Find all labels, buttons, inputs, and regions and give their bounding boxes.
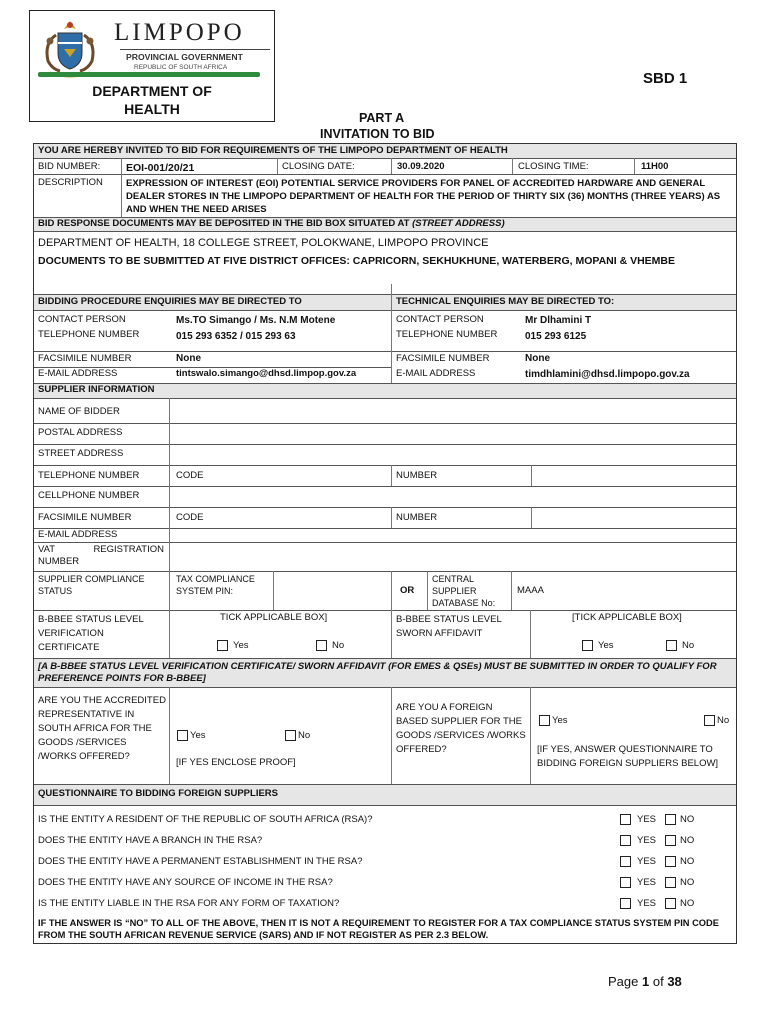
closing-date: 30.09.2020 <box>397 161 445 172</box>
technical-contact: Mr Dlhamini T <box>525 315 592 326</box>
closing-time: 11H00 <box>641 161 669 172</box>
bbbee-affidavit-no-checkbox[interactable] <box>666 640 677 651</box>
part-label: PART A <box>359 111 405 125</box>
tax-pin-label: TAX COMPLIANCE SYSTEM PIN: <box>176 574 255 596</box>
accredited-question: ARE YOU THE ACCREDITED REPRESENTATIVE IN SOUTH AFRICA FOR THE GOODS /SERVICES /WORKS OFFERED? <box>38 695 166 762</box>
branch-yes-label: YES <box>637 835 657 846</box>
bidding-contact-label: CONTACT PERSON <box>38 314 126 325</box>
fax-number-field[interactable] <box>533 509 734 527</box>
resident-yes-label: YES <box>637 814 657 825</box>
form-code: SBD 1 <box>643 70 688 87</box>
questionnaire-heading: QUESTIONNAIRE TO BIDDING FOREIGN SUPPLIERS <box>38 788 278 799</box>
department-line-1: DEPARTMENT OF <box>92 83 212 99</box>
tax-pin-field[interactable] <box>275 573 390 609</box>
coat-of-arms-icon <box>38 17 102 79</box>
telephone-number-label: NUMBER <box>396 470 438 481</box>
technical-contact-label: CONTACT PERSON <box>396 314 484 325</box>
cellphone-field[interactable] <box>171 488 734 506</box>
taxation-yes-label: YES <box>637 898 657 909</box>
deposit-address: DEPARTMENT OF HEALTH, 18 COLLEGE STREET, POLOKWANE, LIMPOPO PROVINCE <box>38 237 489 249</box>
supplier-heading: SUPPLIER INFORMATION <box>38 384 155 395</box>
description-label: DESCRIPTION <box>38 177 103 188</box>
bid-form <box>33 143 737 944</box>
department-line-2: HEALTH <box>124 101 180 117</box>
email-label: E-MAIL ADDRESS <box>38 529 118 540</box>
taxation-no-checkbox[interactable] <box>665 898 676 909</box>
bid-description: EXPRESSION OF INTEREST (EOI) POTENTIAL SERVICE PROVIDERS FOR PANEL OF ACCREDITED HARDWARE AND GENERAL DEALER STORES IN THE LIMPOPO DEPARTMENT OF HEALTH FOR THE PERIOD OF THIRTY SIX (36) MONTHS (THREE YEARS) AS AND WHEN THE NEED ARISES <box>126 178 721 215</box>
technical-enquiries-heading: TECHNICAL ENQUIRIES MAY BE DIRECTED TO: <box>396 296 615 307</box>
brand-subtitle: PROVINCIAL GOVERNMENT <box>126 52 243 62</box>
foreign-yes-label: Yes <box>552 715 568 726</box>
bbbee-note: [A B-BBEE STATUS LEVEL VERIFICATION CERTIFICATE/ SWORN AFFIDAVIT (FOR EMES & QSEs) MUST BE SUBMITTED IN ORDER TO QUALIFY FOR PREFERENCE POINTS FOR B-BBEE] <box>38 661 717 684</box>
vat-field[interactable] <box>171 544 734 570</box>
questionnaire-footer: IF THE ANSWER IS “NO” TO ALL OF THE ABOVE, THEN IT IS NOT A REQUIREMENT TO REGISTER FOR A TAX COMPLIANCE STATUS SYSTEM PIN CODE FROM THE SOUTH AFRICAN REVENUE SERVICE (SARS) AND IF NOT REGISTER AS PER 2.3 BELOW. <box>38 918 719 940</box>
technical-fax-label: FACSIMILE NUMBER <box>396 353 490 364</box>
income-no-checkbox[interactable] <box>665 877 676 888</box>
foreign-no-label: No <box>717 715 730 726</box>
street-address-field[interactable] <box>171 446 734 464</box>
bbbee-cert-yes-label: Yes <box>233 640 249 651</box>
bbbee-affidavit-yes-label: Yes <box>598 640 614 651</box>
foreign-note: [IF YES, ANSWER QUESTIONNAIRE TO BIDDING FOREIGN SUPPLIERS BELOW] <box>537 744 719 769</box>
fax-label: FACSIMILE NUMBER <box>38 512 132 523</box>
fax-number-label: NUMBER <box>396 512 438 523</box>
logo-box <box>29 10 275 122</box>
bid-number-label: BID NUMBER: <box>38 161 101 172</box>
bidding-telephone-label: TELEPHONE NUMBER <box>38 329 140 340</box>
bbbee-affidavit-label: B-BBEE STATUS LEVEL SWORN AFFIDAVIT <box>396 614 502 639</box>
foreign-yes-checkbox[interactable] <box>539 715 550 726</box>
question-resident: IS THE ENTITY A RESIDENT OF THE REPUBLIC OF SOUTH AFRICA (RSA)? <box>38 814 373 825</box>
taxation-no-label: NO <box>680 898 695 909</box>
bid-number: EOI-001/20/21 <box>126 162 195 174</box>
closing-date-label: CLOSING DATE: <box>282 161 355 172</box>
csd-label: CENTRAL SUPPLIER DATABASE No: <box>432 574 496 608</box>
brand-name: LIMPOPO <box>114 19 245 46</box>
cellphone-label: CELLPHONE NUMBER <box>38 490 140 501</box>
technical-telephone: 015 293 6125 <box>525 331 587 342</box>
accredited-yes-label: Yes <box>190 730 206 741</box>
compliance-label: SUPPLIER COMPLIANCE STATUS <box>38 574 145 596</box>
bbbee-cert-no-checkbox[interactable] <box>316 640 327 651</box>
postal-address-field[interactable] <box>171 425 734 443</box>
or-label: OR <box>400 585 415 596</box>
foreign-no-checkbox[interactable] <box>704 715 715 726</box>
branch-yes-checkbox[interactable] <box>620 835 631 846</box>
brand-country: REPUBLIC OF SOUTH AFRICA <box>134 64 228 71</box>
establishment-no-label: NO <box>680 856 695 867</box>
bidding-fax: None <box>176 353 201 364</box>
csd-prefix: MAAA <box>517 585 544 596</box>
establishment-yes-label: YES <box>637 856 657 867</box>
green-divider <box>38 72 260 77</box>
accredited-no-label: No <box>298 730 311 741</box>
question-taxation: IS THE ENTITY LIABLE IN THE RSA FOR ANY FORM OF TAXATION? <box>38 898 340 909</box>
bbbee-cert-yes-checkbox[interactable] <box>217 640 228 651</box>
bbbee-cert-no-label: No <box>332 640 345 651</box>
technical-email: timdhlamini@dhsd.limpopo.gov.za <box>525 369 690 380</box>
enclose-proof-note: [IF YES ENCLOSE PROOF] <box>176 757 296 768</box>
vat-label: VAT REGISTRATION NUMBER <box>38 544 164 567</box>
technical-telephone-label: TELEPHONE NUMBER <box>396 329 498 340</box>
fax-code-label: CODE <box>176 512 204 523</box>
bidder-name-field[interactable] <box>171 400 734 422</box>
bidding-contact: Ms.TO Simango / Ms. N.M Motene <box>176 315 336 326</box>
bidding-email-label: E-MAIL ADDRESS <box>38 368 118 379</box>
technical-fax: None <box>525 353 550 364</box>
accredited-no-checkbox[interactable] <box>285 730 296 741</box>
street-address-label: STREET ADDRESS <box>38 448 124 459</box>
bbbee-affidavit-yes-checkbox[interactable] <box>582 640 593 651</box>
bbbee-affidavit-no-label: No <box>682 640 695 651</box>
page-title: INVITATION TO BID <box>320 127 435 141</box>
page-number: Page 1 of 38 <box>608 974 682 989</box>
deposit-heading: BID RESPONSE DOCUMENTS MAY BE DEPOSITED IN THE BID BOX SITUATED AT (STREET ADDRESS) <box>38 218 505 229</box>
closing-time-label: CLOSING TIME: <box>518 161 589 172</box>
tick-left-label: TICK APPLICABLE BOX] <box>220 612 328 623</box>
telephone-code-label: CODE <box>176 470 204 481</box>
bbbee-certificate-label: B-BBEE STATUS LEVEL VERIFICATION CERTIFICATE <box>38 614 144 653</box>
establishment-yes-checkbox[interactable] <box>620 856 631 867</box>
question-income: DOES THE ENTITY HAVE ANY SOURCE OF INCOME IN THE RSA? <box>38 877 333 888</box>
question-branch: DOES THE ENTITY HAVE A BRANCH IN THE RSA? <box>38 835 263 846</box>
bidding-email: tintswalo.simango@dhsd.limpop.gov.za <box>176 368 357 379</box>
question-establishment: DOES THE ENTITY HAVE A PERMANENT ESTABLISHMENT IN THE RSA? <box>38 856 363 867</box>
income-yes-label: YES <box>637 877 657 888</box>
resident-no-label: NO <box>680 814 695 825</box>
email-field[interactable] <box>171 529 734 541</box>
bidding-fax-label: FACSIMILE NUMBER <box>38 353 132 364</box>
telephone-label: TELEPHONE NUMBER <box>38 470 140 481</box>
technical-email-label: E-MAIL ADDRESS <box>396 368 476 379</box>
branch-no-label: NO <box>680 835 695 846</box>
brand-rule <box>120 49 270 50</box>
telephone-number-field[interactable] <box>533 467 734 485</box>
bidder-name-label: NAME OF BIDDER <box>38 406 120 417</box>
bidding-enquiries-heading: BIDDING PROCEDURE ENQUIRIES MAY BE DIRECTED TO <box>38 296 302 307</box>
invite-heading: YOU ARE HEREBY INVITED TO BID FOR REQUIREMENTS OF THE LIMPOPO DEPARTMENT OF HEALTH <box>38 145 508 156</box>
foreign-question: ARE YOU A FOREIGN BASED SUPPLIER FOR THE GOODS /SERVICES /WORKS OFFERED? <box>396 702 526 755</box>
bidding-telephone: 015 293 6352 / 015 293 63 <box>176 331 296 342</box>
district-offices: DOCUMENTS TO BE SUBMITTED AT FIVE DISTRICT OFFICES: CAPRICORN, SEKHUKHUNE, WATERBERG, MOPANI & VHEMBE <box>38 255 676 267</box>
tick-right-label: [TICK APPLICABLE BOX] <box>572 612 682 623</box>
postal-address-label: POSTAL ADDRESS <box>38 427 123 438</box>
accredited-yes-checkbox[interactable] <box>177 730 188 741</box>
resident-yes-checkbox[interactable] <box>620 814 631 825</box>
income-yes-checkbox[interactable] <box>620 877 631 888</box>
branch-no-checkbox[interactable] <box>665 835 676 846</box>
income-no-label: NO <box>680 877 695 888</box>
taxation-yes-checkbox[interactable] <box>620 898 631 909</box>
establishment-no-checkbox[interactable] <box>665 856 676 867</box>
resident-no-checkbox[interactable] <box>665 814 676 825</box>
